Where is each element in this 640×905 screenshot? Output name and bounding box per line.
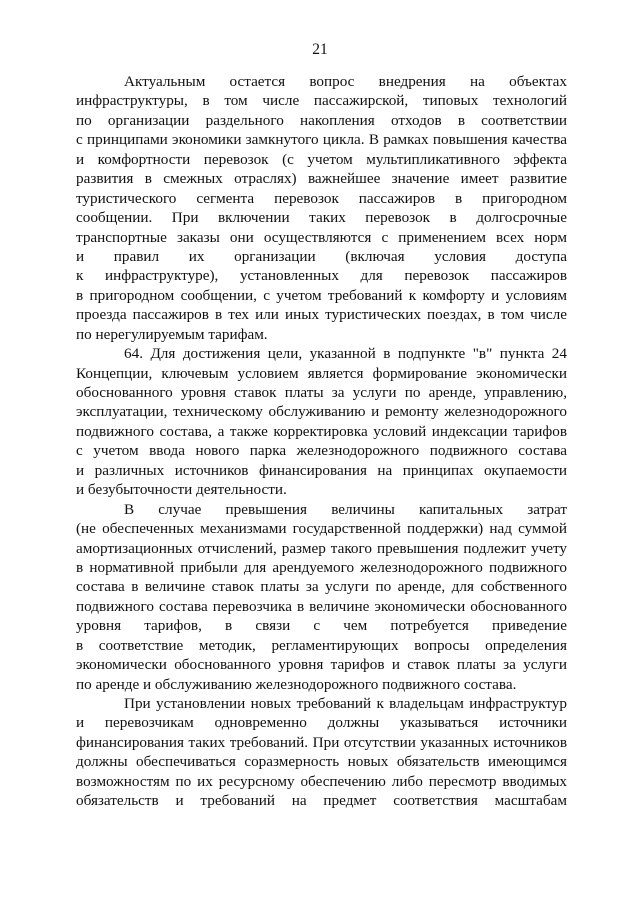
- paragraph: [76, 500, 567, 694]
- page-number: 21: [312, 41, 328, 58]
- text-line: финансирования таких требований. При отсутствии указанных источников: [76, 733, 567, 751]
- text-line: по организации раздельного накопления отходов в соответствии: [76, 111, 567, 129]
- text-line: В случае превышения величины капитальных затрат: [124, 500, 567, 518]
- text-line: состава в величине ставок платы за услуги по аренде, для собственного: [76, 578, 567, 596]
- text-line: и перевозчикам одновременно должны указываться источники: [76, 714, 567, 732]
- text-line: туристического сегмента перевозок пассажиров в пригородном: [76, 189, 567, 207]
- text-line: обоснованного уровня ставок платы за услуги по аренде, управлению,: [76, 384, 567, 401]
- text-line: экономически обоснованного уровня тарифов и ставок платы за услуги: [76, 656, 567, 674]
- body-text: [76, 72, 567, 811]
- text-line: подвижного состава перевозчика в величине экономически обоснованного: [76, 597, 567, 615]
- text-line: с принципами экономики замкнутого цикла. В рамках повышения качества: [76, 131, 567, 149]
- text-line: в нормативной прибыли для арендуемого железнодорожного подвижного: [76, 558, 567, 576]
- text-line: и безубыточности деятельности.: [76, 481, 287, 499]
- text-line: инфраструктуры, в том числе пассажирской, типовых технологий: [76, 92, 567, 110]
- text-line: Актуальным остается вопрос внедрения на объектах: [124, 73, 567, 90]
- text-line: 64. Для достижения цели, указанной в подпункте "в" пункта 24: [124, 345, 567, 363]
- text-line: (не обеспеченных механизмами государственной поддержки) над суммой: [76, 520, 567, 538]
- text-line: При установлении новых требований к владельцам инфраструктур: [124, 695, 567, 712]
- text-line: сообщении. При включении таких перевозок в долгосрочные: [76, 209, 567, 227]
- text-line: и правил их организации (включая условия доступа: [76, 247, 567, 265]
- text-line: уровня тарифов, в связи с чем потребуется приведение: [76, 617, 567, 635]
- text-line: и комфортности перевозок (с учетом мультипликативного эффекта: [76, 150, 567, 168]
- text-line: в пригородном сообщении, с учетом требований к комфорту и условиям: [76, 286, 567, 304]
- paragraph: [76, 344, 567, 500]
- paragraph: [76, 694, 567, 811]
- text-line: и различных источников финансирования на принципах окупаемости: [76, 461, 567, 479]
- text-line: по нерегулируемым тарифам.: [76, 325, 268, 343]
- text-line: эксплуатации, техническому обслуживанию и ремонту железнодорожного: [76, 403, 567, 421]
- text-line: амортизационных отчислений, размер такого превышения подлежит учету: [76, 539, 567, 557]
- text-line: в соответствие методик, регламентирующих вопросы определения: [76, 636, 567, 654]
- text-line: Концепции, ключевым условием является формирование экономически: [76, 364, 567, 382]
- text-line: с учетом ввода нового парка железнодорожного подвижного состава: [76, 442, 567, 460]
- text-line: обязательств и требований на предмет соответствия масштабам: [76, 792, 567, 810]
- text-line: по аренде и обслуживанию железнодорожного подвижного состава.: [76, 675, 517, 693]
- text-line: развития в смежных отраслях) важнейшее значение имеет развитие: [76, 170, 567, 188]
- text-line: должны обеспечиваться соразмерность новых обязательств имеющимся: [76, 753, 567, 771]
- text-line: возможностям по их ресурсному обеспечению либо пересмотр вводимых: [76, 772, 567, 790]
- text-line: проезда пассажиров в тех или иных туристических поездах, в том числе: [76, 306, 567, 324]
- paragraph: [76, 72, 567, 344]
- text-line: к инфраструктуре), установленных для перевозок пассажиров: [76, 267, 567, 285]
- text-line: подвижного состава, а также корректировка условий индексации тарифов: [76, 422, 567, 440]
- text-line: транспортные заказы они осуществляются с применением всех норм: [76, 228, 567, 246]
